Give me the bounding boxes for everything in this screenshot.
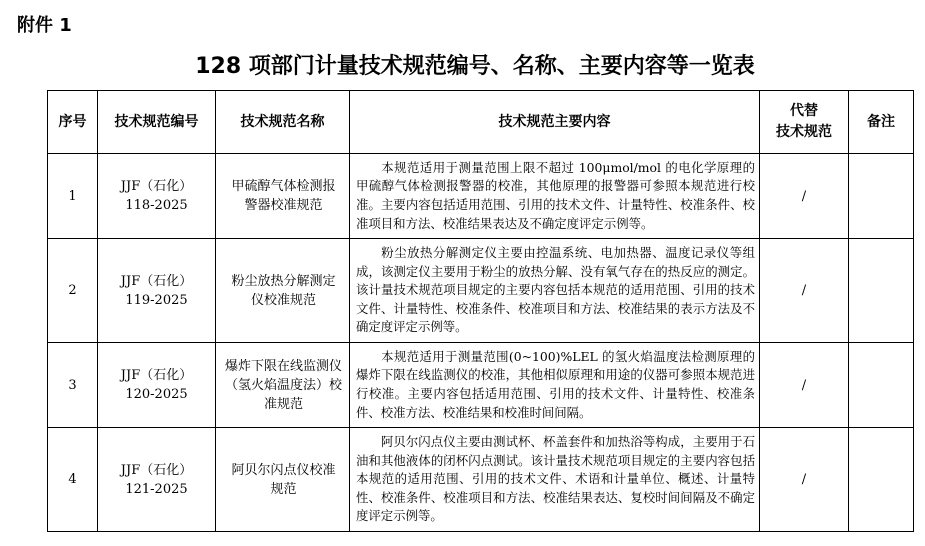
row-name-text: 粉尘放热分解测定仪校准规范	[231, 273, 336, 308]
row-code-line1: JJF（石化）	[120, 179, 193, 194]
row-code	[98, 343, 216, 428]
header-remark: 备注	[849, 91, 914, 154]
row-replace: /	[760, 343, 849, 428]
table-row	[48, 239, 914, 343]
row-code	[98, 154, 216, 239]
row-code-line1: JJF（石化）	[120, 462, 193, 478]
row-code-line2: 120-2025	[125, 387, 188, 402]
row-code-line2: 118-2025	[125, 198, 188, 213]
table-header-row	[48, 91, 914, 154]
row-content-text: 粉尘放热分解测定仪主要由控温系统、电加热器、温度记录仪等组成，该测定仪主要用于粉尘的放热分解、没有氧气存在的热反应的测定。该计量技术规范项目规定的主要内容包括本规范的适用范围、引用的技术文件、计量特性、校准条件、校准项目和方法、校准结果的表示方法及不确定度评定示例等。	[356, 245, 755, 335]
specs-table	[47, 90, 914, 532]
header-replace	[760, 91, 849, 154]
row-replace: /	[760, 154, 849, 239]
row-remark	[849, 343, 914, 428]
row-remark	[849, 239, 914, 343]
row-no: 4	[48, 428, 98, 532]
table-row	[48, 428, 914, 532]
row-code	[98, 428, 216, 532]
header-code: 技术规范编号	[98, 91, 216, 154]
row-no: 1	[48, 154, 98, 239]
header-replace-line2: 技术规范	[776, 124, 832, 140]
row-content	[350, 428, 760, 532]
row-name-text: 爆炸下限在线监测仪（氢火焰温度法）校准规范	[224, 358, 342, 412]
row-replace: /	[760, 428, 849, 532]
table-row	[48, 154, 914, 239]
row-content-text: 阿贝尔闪点仪主要由测试杯、杯盖套件和加热浴等构成，主要用于石油和其他液体的闭杯闪点测试。该计量技术规范项目规定的主要内容包括本规范的适用范围、引用的技术文件、术语和计量单位、概述、计量特性、校准条件、校准项目和方法、校准结果表达、复校时间间隔及不确定度评定示例等。	[356, 434, 755, 524]
document-title: 128 项部门计量技术规范编号、名称、主要内容等一览表	[195, 54, 755, 79]
row-content	[350, 343, 760, 428]
row-no: 2	[48, 239, 98, 343]
row-remark	[849, 154, 914, 239]
row-content	[350, 154, 760, 239]
row-content-text: 本规范适用于测量范围(0~100)%LEL 的氢火焰温度法检测原理的爆炸下限在线监测仪的校准，其他相似原理和用途的仪器可参照本规范进行校准。主要内容包括适用范围、引用的技术文件、计量特性、校准条件、校准方法、校准结果和校准时间间隔。	[356, 348, 755, 420]
row-code-line1: JJF（石化）	[120, 273, 193, 289]
attachment-label: 附件 1	[17, 15, 72, 36]
row-code-line2: 121-2025	[125, 481, 188, 497]
header-no: 序号	[48, 91, 98, 154]
row-name	[216, 154, 350, 239]
header-name: 技术规范名称	[216, 91, 350, 154]
row-name	[216, 239, 350, 343]
row-remark	[849, 428, 914, 532]
row-name-text: 阿贝尔闪点仪校准规范	[231, 462, 336, 497]
row-code-line2: 119-2025	[125, 292, 188, 308]
row-code	[98, 239, 216, 343]
row-name-text: 甲硫醇气体检测报警器校准规范	[231, 179, 336, 213]
row-content	[350, 239, 760, 343]
row-replace: /	[760, 239, 849, 343]
row-code-line1: JJF（石化）	[120, 368, 193, 383]
row-name	[216, 343, 350, 428]
row-content-text: 本规范适用于测量范围上限不超过 100μmol/mol 的电化学原理的甲硫醇气体检测报警器的校准，其他原理的报警器可参照本规范进行校准。主要内容包括适用范围、引用的技术文件、计量特性、校准条件、校准项目和方法、校准结果表达及不确定度评定示例等。	[356, 159, 755, 231]
row-no: 3	[48, 343, 98, 428]
header-replace-line1: 代替	[790, 103, 818, 119]
header-content: 技术规范主要内容	[350, 91, 760, 154]
table-row	[48, 343, 914, 428]
row-name	[216, 428, 350, 532]
